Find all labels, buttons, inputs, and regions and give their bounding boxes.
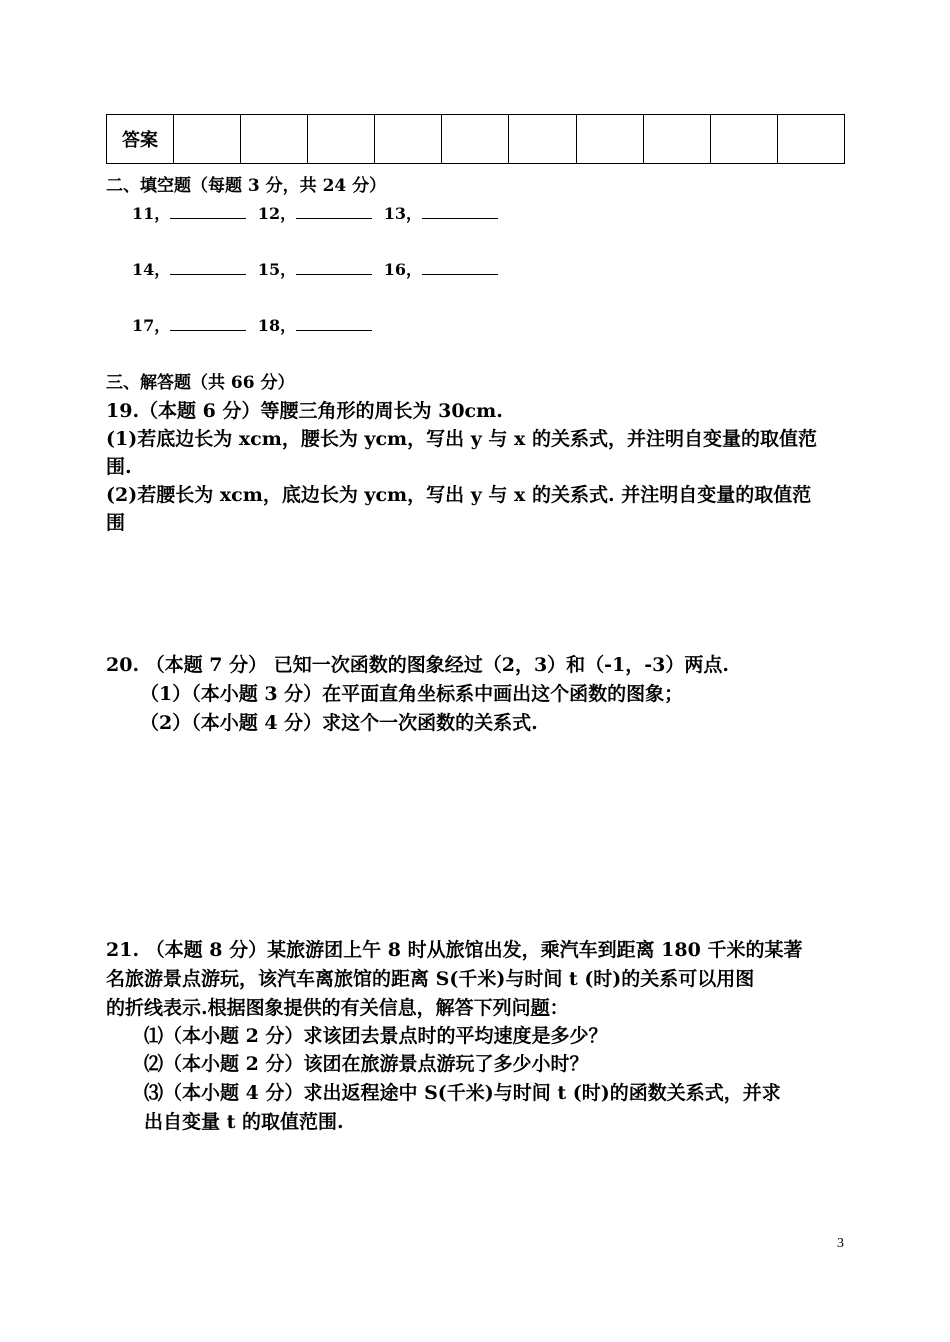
fill-blank-15[interactable] bbox=[296, 260, 372, 275]
fill-row-1 bbox=[132, 201, 504, 224]
page-number: 3 bbox=[837, 1236, 844, 1251]
q21-line5: ⑵（本小题 2 分）该团在旅游景点游玩了多少小时？ bbox=[144, 1053, 589, 1075]
fill-blank-17[interactable] bbox=[170, 316, 246, 331]
q21-line3 bbox=[106, 993, 569, 1020]
section3-title: 三、解答题（共 66 分） bbox=[106, 373, 295, 393]
q20-line2: （1）（本小题 3 分）在平面直角坐标系中画出这个函数的图象； bbox=[140, 683, 684, 705]
fill-label-18: 18， bbox=[257, 316, 297, 335]
q19-line2: (1)若底边长为 xcm，腰长为 ycm，写出 y 与 x 的关系式，并注明自变量的取值范 bbox=[106, 428, 817, 450]
answer-cell[interactable] bbox=[777, 115, 844, 164]
fill-blank-12[interactable] bbox=[296, 204, 372, 219]
fill-blank-16[interactable] bbox=[422, 260, 498, 275]
fill-label-17: 17， bbox=[132, 316, 171, 335]
fill-label-15: 15， bbox=[257, 260, 297, 279]
q21-line4: ⑴（本小题 2 分）求该团去景点时的平均速度是多少？ bbox=[144, 1025, 608, 1047]
q21-line3-underlined: 题 bbox=[530, 997, 550, 1019]
fill-blank-14[interactable] bbox=[170, 260, 246, 275]
q19-line1: 19.（本题 6 分）等腰三角形的周长为 30cm. bbox=[106, 400, 503, 422]
fill-label-13: 13， bbox=[383, 204, 422, 223]
section2-title: 二、填空题（每题 3 分，共 24 分） bbox=[106, 176, 387, 196]
answer-cell[interactable] bbox=[174, 115, 241, 164]
q20-line1: 20. （本题 7 分） 已知一次函数的图象经过（2，3）和（-1，-3）两点. bbox=[106, 654, 730, 676]
answer-cell[interactable] bbox=[241, 115, 308, 164]
q19-line4: (2)若腰长为 xcm，底边长为 ycm，写出 y 与 x 的关系式. 并注明自变量的取值范 bbox=[106, 484, 812, 506]
fill-label-14: 14， bbox=[132, 260, 171, 279]
answer-cell[interactable] bbox=[576, 115, 643, 164]
fill-row-3 bbox=[132, 313, 378, 336]
q21-line3-colon: ： bbox=[549, 997, 569, 1019]
fill-label-12: 12， bbox=[257, 204, 297, 223]
fill-blank-13[interactable] bbox=[422, 204, 498, 219]
q20-line3: （2）（本小题 4 分）求这个一次函数的关系式. bbox=[140, 712, 538, 734]
fill-label-16: 16， bbox=[383, 260, 422, 279]
answer-cell[interactable] bbox=[375, 115, 442, 164]
q21-line7: 出自变量 t 的取值范围. bbox=[144, 1111, 344, 1133]
answer-cell[interactable] bbox=[710, 115, 777, 164]
answer-header-cell: 答案 bbox=[107, 115, 174, 164]
answer-cell[interactable] bbox=[509, 115, 576, 164]
fill-blank-11[interactable] bbox=[170, 204, 246, 219]
q19-line3: 围. bbox=[106, 456, 132, 478]
fill-label-11: 11， bbox=[132, 204, 171, 223]
q21-line6: ⑶（本小题 4 分）求出返程途中 S(千米)与时间 t (时)的函数关系式，并求 bbox=[144, 1082, 781, 1104]
q21-line3-text: 的折线表示.根据图象提供的有关信息，解答下列问 bbox=[106, 997, 531, 1019]
fill-blank-18[interactable] bbox=[296, 316, 372, 331]
answer-row bbox=[107, 115, 845, 164]
answer-cell[interactable] bbox=[308, 115, 375, 164]
q21-line1: 21. （本题 8 分）某旅游团上午 8 时从旅馆出发，乘汽车到距离 180 千米的某著 bbox=[106, 939, 803, 961]
answer-table bbox=[106, 114, 845, 164]
fill-row-2 bbox=[132, 257, 504, 280]
q19-line5: 围 bbox=[106, 512, 126, 534]
answer-cell[interactable] bbox=[643, 115, 710, 164]
q21-line2: 名旅游景点游玩，该汽车离旅馆的距离 S(千米)与时间 t (时)的关系可以用图 bbox=[106, 968, 755, 990]
answer-cell[interactable] bbox=[442, 115, 509, 164]
